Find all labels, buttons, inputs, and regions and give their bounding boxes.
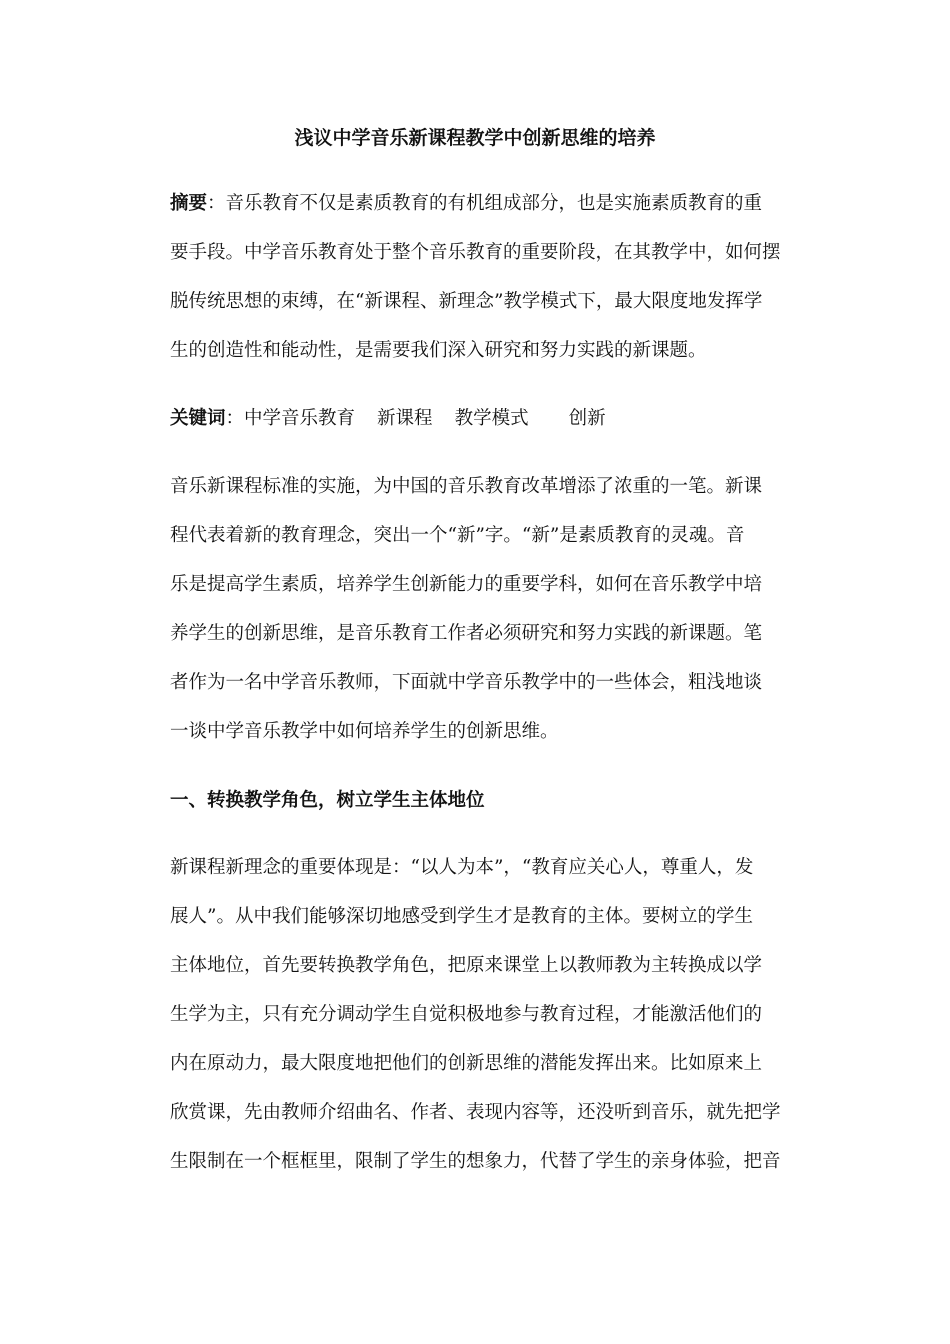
intro-line-1: 音乐新课程标准的实施，为中国的音乐教育改革增添了浓重的一笔。新课: [170, 476, 763, 497]
section-1-line-2: 展人”。从中我们能够深切地感受到学生才是教育的主体。要树立的学生: [170, 906, 753, 927]
keywords-colon: ：: [225, 408, 245, 429]
abstract-line-1: [170, 190, 782, 218]
keyword-1: 中学音乐教育: [244, 408, 356, 429]
section-1-line-7: 生限制在一个框框里，限制了学生的想象力，代替了学生的亲身体验，把音: [170, 1151, 781, 1172]
abstract-line-2: 要手段。中学音乐教育处于整个音乐教育的重要阶段，在其教学中，如何摆: [170, 242, 781, 263]
section-1-line-5: 内在原动力，最大限度地把他们的创新思维的潜能发挥出来。比如原来上: [170, 1053, 763, 1074]
section-1-line-6: 欣赏课，先由教师介绍曲名、作者、表现内容等，还没听到音乐，就先把学: [170, 1102, 781, 1123]
intro-line-5: 者作为一名中学音乐教师，下面就中学音乐教学中的一些体会，粗浅地谈: [170, 672, 763, 693]
document-title: 浅议中学音乐新课程教学中创新思维的培养: [294, 127, 656, 149]
section-1-line-4: 生学为主，只有充分调动学生自觉积极地参与教育过程，才能激活他们的: [170, 1004, 763, 1025]
abstract-line-4: 生的创造性和能动性，是需要我们深入研究和努力实践的新课题。: [170, 340, 707, 361]
abstract-label: 摘要: [170, 193, 208, 214]
abstract-text-1: 音乐教育不仅是素质教育的有机组成部分，也是实施素质教育的重: [225, 193, 763, 214]
abstract-colon: ：: [207, 193, 226, 214]
keywords-line: [170, 405, 782, 433]
intro-line-3: 乐是提高学生素质，培养学生创新能力的重要学科，如何在音乐教学中培: [170, 574, 763, 595]
keyword-4: 创新: [568, 408, 606, 429]
intro-line-2: 程代表着新的教育理念，突出一个“新”字。“新”是素质教育的灵魂。音: [170, 525, 745, 546]
keyword-2: 新课程: [377, 408, 433, 429]
keyword-3: 教学模式: [454, 408, 529, 429]
abstract-line-3: 脱传统思想的束缚，在“新课程、新理念”教学模式下，最大限度地发挥学: [170, 291, 763, 312]
intro-line-6: 一谈中学音乐教学中如何培养学生的创新思维。: [170, 721, 559, 742]
intro-line-4: 养学生的创新思维，是音乐教育工作者必须研究和努力实践的新课题。笔: [170, 623, 763, 644]
keywords-label: 关键词: [170, 408, 226, 429]
section-1-heading: 一、转换教学角色，树立学生主体地位: [170, 790, 485, 811]
section-1-line-1: 新课程新理念的重要体现是：“以人为本”，“教育应关心人，尊重人，发: [170, 857, 754, 878]
section-1-line-3: 主体地位，首先要转换教学角色，把原来课堂上以教师教为主转换成以学: [170, 955, 763, 976]
